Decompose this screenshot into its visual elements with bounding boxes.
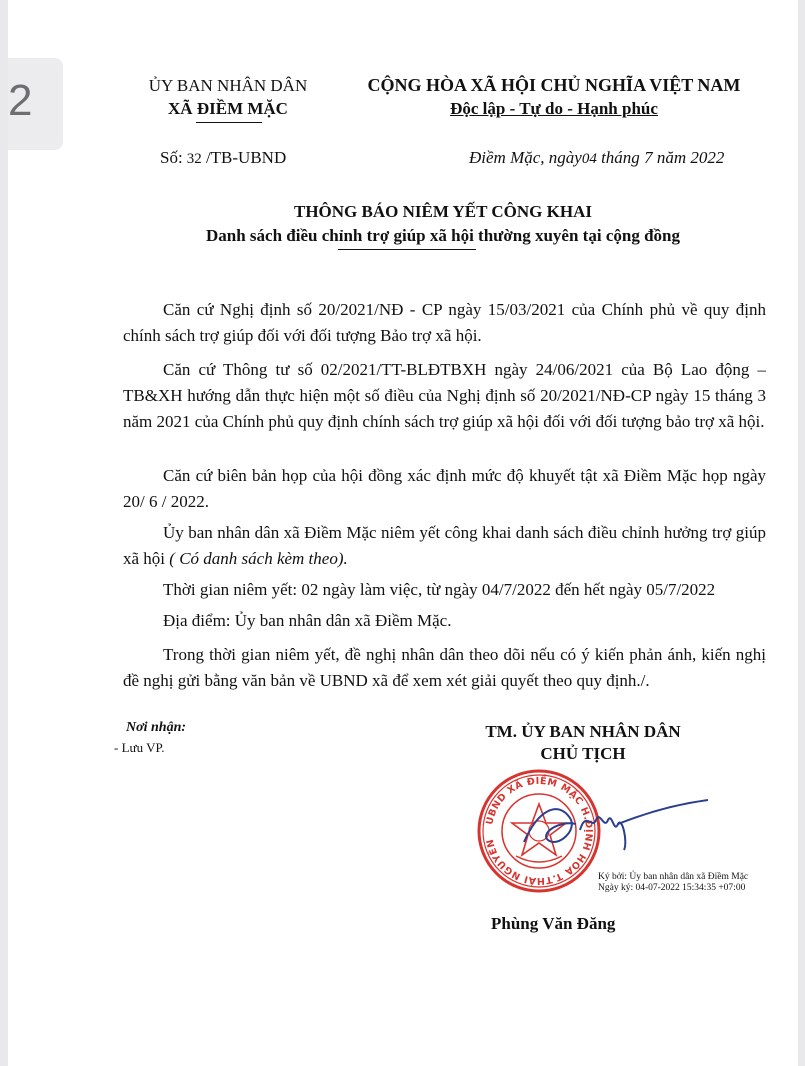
date-day: 04 bbox=[581, 151, 597, 167]
page-number-tab[interactable] bbox=[8, 58, 63, 150]
paragraph-posting-time: Thời gian niêm yết: 02 ngày làm việc, từ ngày 04/7/2022 đến hết ngày 05/7/2022 bbox=[163, 580, 716, 599]
date-month-label: tháng bbox=[601, 148, 640, 167]
document-date bbox=[469, 148, 724, 168]
date-place: Điềm Mặc, ngày bbox=[469, 148, 582, 167]
recipients-label: Nơi nhận: bbox=[126, 720, 187, 735]
paragraph-feedback: Trong thời gian niêm yết, đề nghị nhân dân theo dõi nếu có ý kiến phản ánh, kiến nghị đề nghị gửi bằng văn bản về UBND xã để xem xét giải quyết theo quy định./. bbox=[123, 645, 766, 690]
issuer-name: ỦY BAN NHÂN DÂN bbox=[148, 76, 308, 95]
number-value: 32 bbox=[186, 151, 202, 167]
document-page bbox=[8, 0, 798, 1066]
recipients-item: - Lưu VP. bbox=[114, 740, 165, 755]
national-title: CỘNG HÒA XÃ HỘI CHỦ NGHĨA VIỆT NAM bbox=[367, 75, 741, 95]
date-month: 7 bbox=[644, 148, 653, 167]
signature-organization: TM. ỦY BAN NHÂN DÂN bbox=[485, 722, 681, 741]
issuer-underline bbox=[196, 122, 262, 123]
date-year: năm 2022 bbox=[656, 148, 725, 167]
signed-date: Ngày ký: 04-07-2022 15:34:35 +07:00 bbox=[598, 883, 746, 893]
paragraph-legal-basis-1: Căn cứ Nghị định số 20/2021/NĐ - CP ngày 15/03/2021 của Chính phủ về quy định chính sách trợ giúp đối với đối tượng Bảo trợ xã hội. bbox=[123, 300, 766, 345]
document-title: THÔNG BÁO NIÊM YẾT CÔNG KHAI bbox=[293, 202, 592, 221]
signer-name: Phùng Văn Đăng bbox=[491, 914, 616, 933]
seal-text: UBND XÃ ĐIỀM MẶC H.ĐỊNH HÓA T.THÁI NGUYÊN bbox=[484, 775, 595, 887]
paragraph-legal-basis-3: Căn cứ biên bản họp của hội đồng xác định mức độ khuyết tật xã Điềm Mặc họp ngày 20/ 6 / 2022. bbox=[123, 466, 766, 511]
page-number: 2 bbox=[8, 76, 33, 125]
paragraph-location: Địa điểm: Ủy ban nhân dân xã Điềm Mặc. bbox=[163, 611, 452, 630]
attachment-note: ( Có danh sách kèm theo). bbox=[169, 549, 348, 568]
signature-role: CHỦ TỊCH bbox=[540, 744, 626, 763]
paragraph-legal-basis-2: Căn cứ Thông tư số 02/2021/TT-BLĐTBXH ngày 24/06/2021 của Bộ Lao động – TB&XH hướng dẫn thực hiện một số điều của Nghị định số 20/2021/NĐ-CP ngày 15 tháng 3 năm 2021 của Chính phủ quy định chính sách trợ giúp xã hội đối với đối tượng bảo trợ xã hội. bbox=[123, 360, 766, 431]
issuer-commune: XÃ ĐIỀM MẶC bbox=[168, 99, 288, 118]
national-motto: Độc lập - Tự do - Hạnh phúc bbox=[450, 99, 658, 118]
document-number bbox=[160, 148, 286, 168]
handwritten-signature-icon bbox=[518, 790, 718, 860]
signed-by: Ký bởi: Ủy ban nhân dân xã Điềm Mặc bbox=[598, 872, 749, 882]
number-code: /TB-UBND bbox=[205, 148, 287, 167]
title-underline bbox=[338, 249, 476, 250]
document-subtitle: Danh sách điều chỉnh trợ giúp xã hội thường xuyên tại cộng đồng bbox=[206, 226, 680, 245]
paragraph-announcement: Ủy ban nhân dân xã Điềm Mặc niêm yết công khai danh sách điều chỉnh hưởng trợ giúp xã hội ( Có danh sách kèm theo). bbox=[123, 523, 766, 568]
number-label: Số: bbox=[160, 148, 183, 167]
digital-signature-info bbox=[598, 872, 748, 894]
